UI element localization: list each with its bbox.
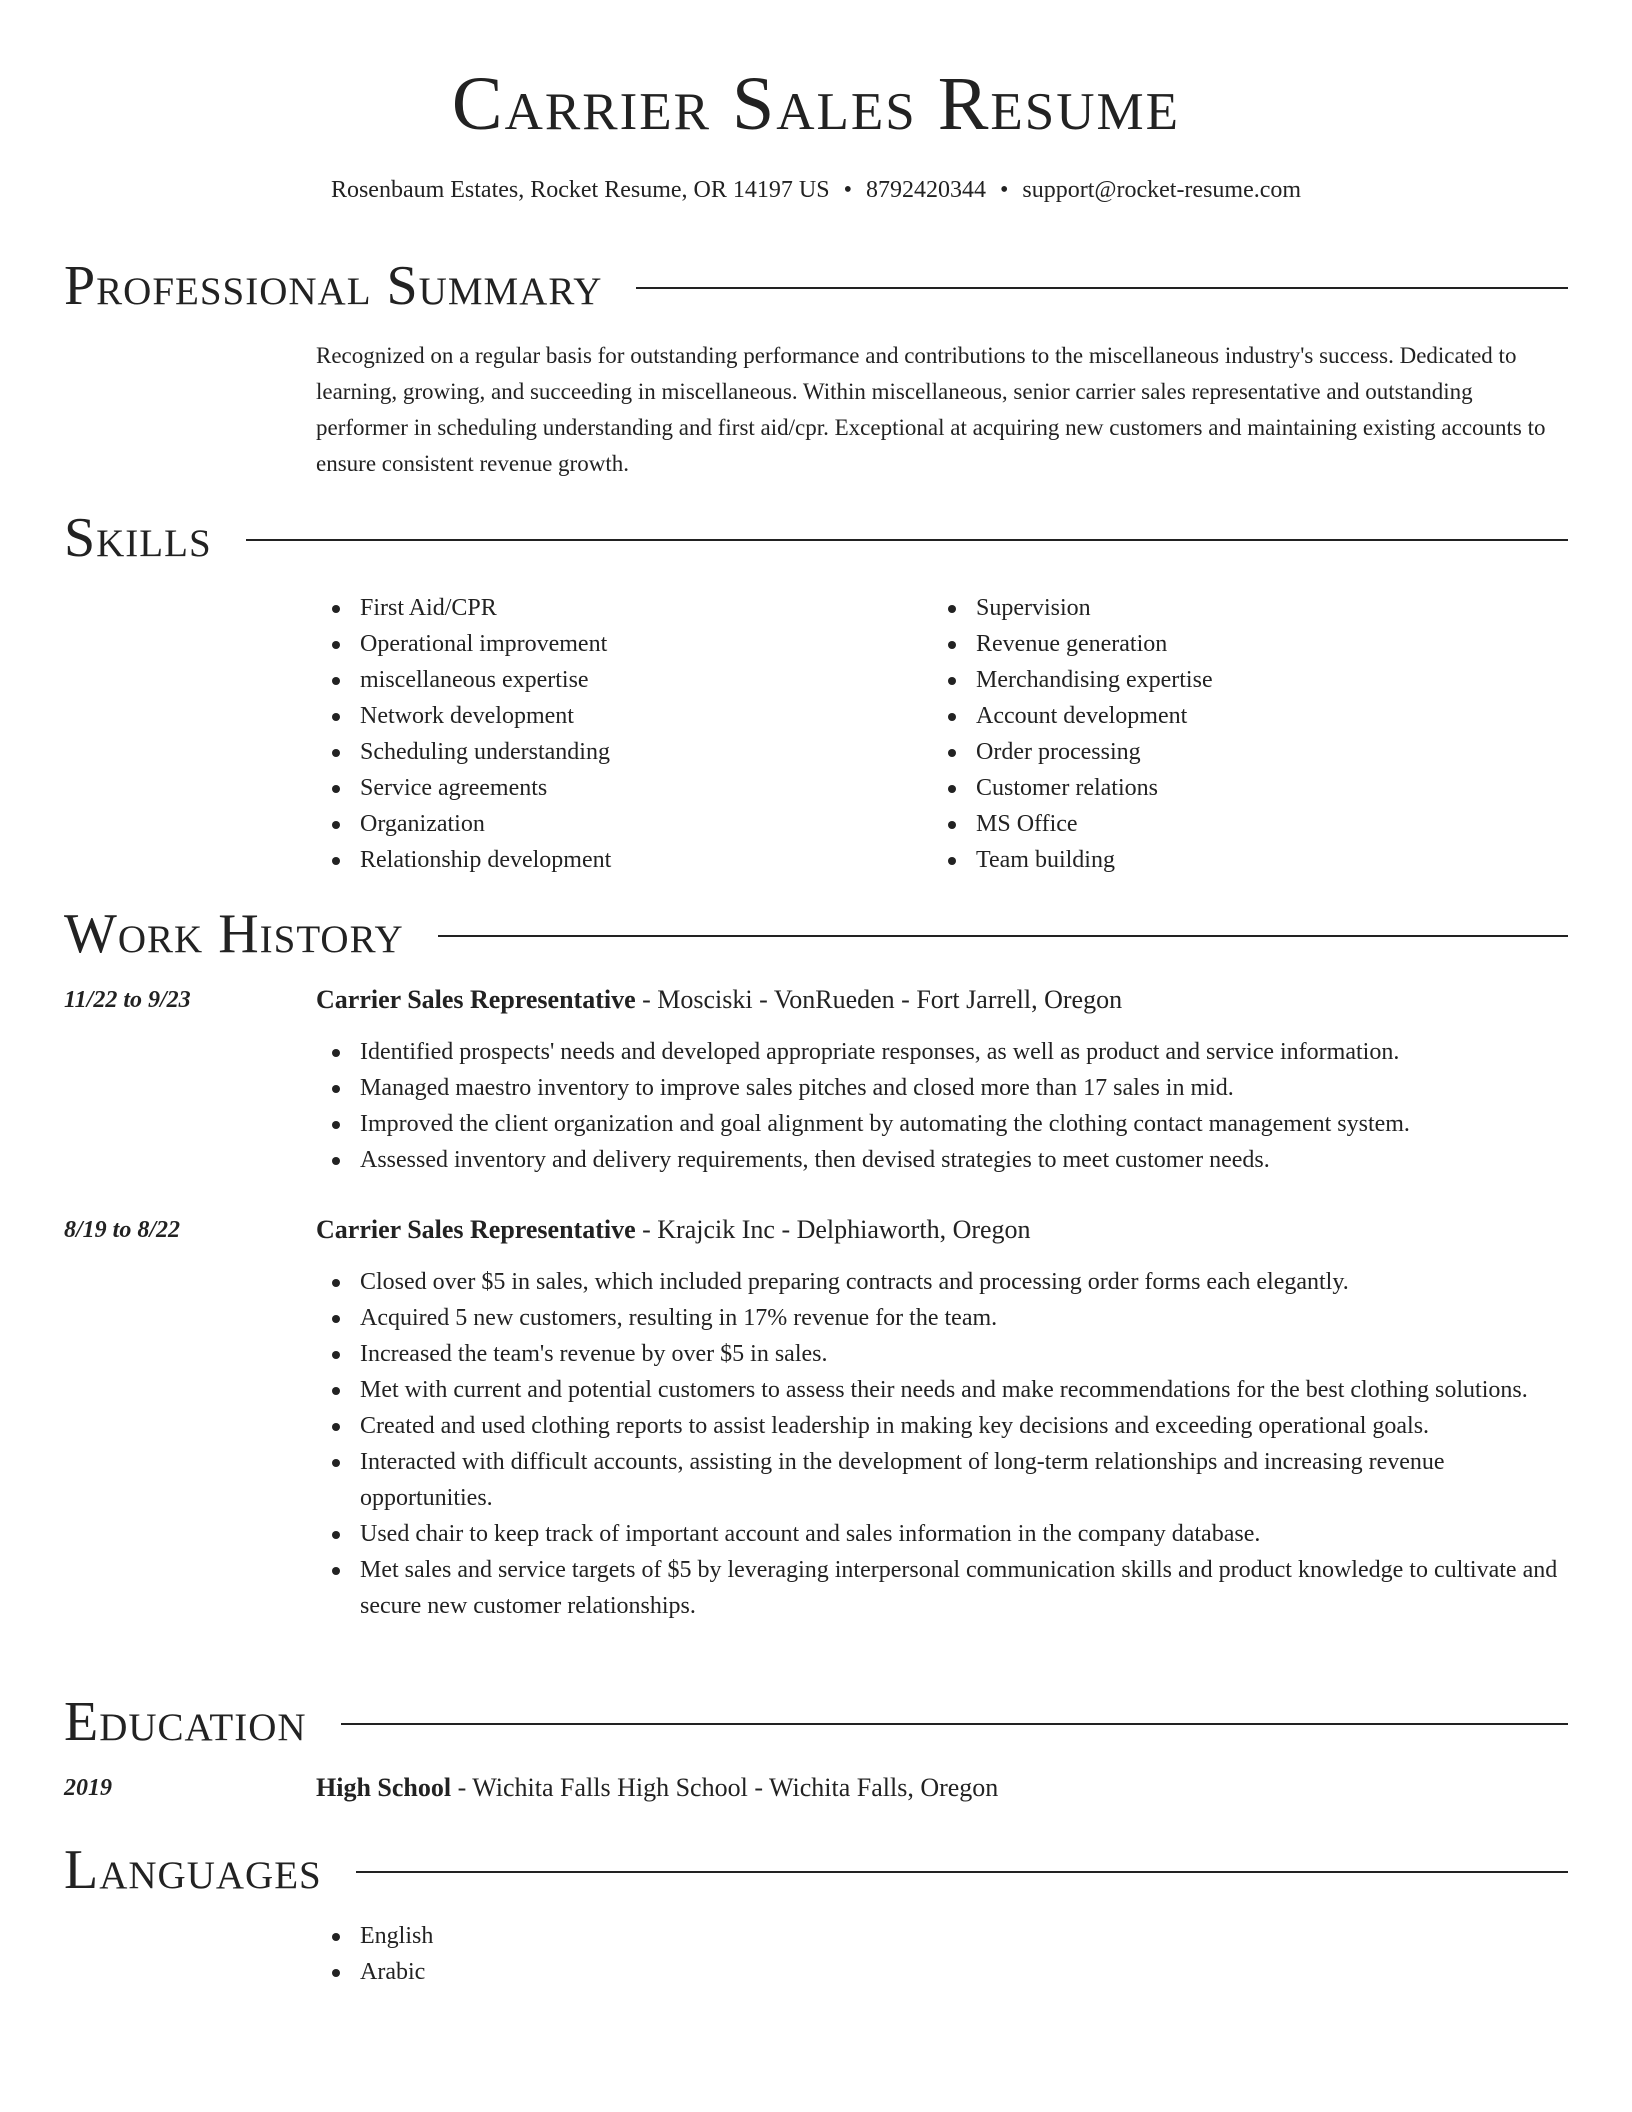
skill-item: Merchandising expertise (932, 662, 1568, 698)
section-divider (356, 1871, 1568, 1873)
section-divider (636, 287, 1568, 289)
education-year: 2019 (64, 1775, 112, 1801)
skill-item: Network development (316, 698, 926, 734)
job-bullet: Increased the team's revenue by over $5 in sales. (316, 1336, 1568, 1372)
section-divider (341, 1723, 1568, 1725)
contact-email: support@rocket-resume.com (1022, 177, 1302, 203)
skill-item: Scheduling understanding (316, 734, 926, 770)
job-employer: - Mosciski - VonRueden - Fort Jarrell, Oregon (635, 985, 1123, 1014)
education-degree: High School (316, 1773, 452, 1802)
job-bullets (316, 1264, 1568, 1624)
job-title: Carrier Sales Representative (316, 1215, 636, 1244)
summary-text: Recognized on a regular basis for outstanding performance and contributions to the miscellaneous industry's success. Dedicated to learning, growing, and succeeding in miscellaneous. Within miscellaneous, senior carrier sales representative and outstanding performer in scheduling understanding and first aid/cpr. Exceptional at acquiring new customers and maintaining existing accounts to ensure consistent revenue growth. (316, 343, 1546, 476)
job-bullet: Closed over $5 in sales, which included preparing contracts and processing order forms each elegantly. (316, 1264, 1568, 1300)
job-bullet: Assessed inventory and delivery requirements, then devised strategies to meet customer needs. (316, 1142, 1568, 1178)
skill-item: Customer relations (932, 770, 1568, 806)
skill-item: MS Office (932, 806, 1568, 842)
section-header-education (64, 1690, 1568, 1754)
skill-item: First Aid/CPR (316, 590, 926, 626)
skills-column-left (316, 590, 926, 878)
section-header-summary (64, 254, 1568, 318)
contact-line (0, 174, 1632, 206)
job-bullet: Acquired 5 new customers, resulting in 17% revenue for the team. (316, 1300, 1568, 1336)
education-heading (316, 1770, 998, 1806)
skills-column-right (932, 590, 1568, 878)
skill-item: miscellaneous expertise (316, 662, 926, 698)
job-bullet: Created and used clothing reports to assist leadership in making key decisions and exceeding operational goals. (316, 1408, 1568, 1444)
section-title-skills: Skills (64, 507, 212, 569)
section-header-languages (64, 1838, 1568, 1902)
skill-item: Operational improvement (316, 626, 926, 662)
skill-item: Service agreements (316, 770, 926, 806)
job-bullet: Met sales and service targets of $5 by leveraging interpersonal communication skills and product knowledge to cultivate and secure new customer relationships. (316, 1552, 1568, 1624)
skill-item: Revenue generation (932, 626, 1568, 662)
skill-item: Team building (932, 842, 1568, 878)
section-title-summary: Professional Summary (64, 255, 603, 317)
contact-address: Rosenbaum Estates, Rocket Resume, OR 14197 US (330, 177, 830, 203)
contact-separator: • (843, 177, 852, 203)
resume-title: Carrier Sales Resume (451, 62, 1181, 146)
job-bullet: Met with current and potential customers to assess their needs and make recommendations for the best clothing solutions. (316, 1372, 1568, 1408)
languages-list (316, 1918, 1568, 1990)
skill-item: Relationship development (316, 842, 926, 878)
contact-phone: 8792420344 (865, 177, 986, 203)
job-bullet: Identified prospects' needs and developed appropriate responses, as well as product and service information. (316, 1034, 1568, 1070)
skill-item: Account development (932, 698, 1568, 734)
job-title: Carrier Sales Representative (316, 985, 636, 1014)
section-header-skills (64, 506, 1568, 570)
section-title-education: Education (64, 1691, 307, 1753)
language-item: Arabic (316, 1954, 1568, 1990)
job-heading (316, 1212, 1031, 1248)
section-title-languages: Languages (64, 1839, 322, 1901)
job-bullet: Managed maestro inventory to improve sales pitches and closed more than 17 sales in mid. (316, 1070, 1568, 1106)
section-divider (438, 935, 1568, 937)
job-bullet: Used chair to keep track of important account and sales information in the company database. (316, 1516, 1568, 1552)
language-item: English (316, 1918, 1568, 1954)
section-title-work: Work History (64, 903, 404, 965)
job-bullet: Improved the client organization and goal alignment by automating the clothing contact management system. (316, 1106, 1568, 1142)
job-dates: 11/22 to 9/23 (64, 987, 191, 1013)
job-employer: - Krajcik Inc - Delphiaworth, Oregon (635, 1215, 1031, 1244)
skill-item: Order processing (932, 734, 1568, 770)
skill-item: Supervision (932, 590, 1568, 626)
skill-item: Organization (316, 806, 926, 842)
section-divider (246, 539, 1568, 541)
job-heading (316, 982, 1122, 1018)
job-bullets (316, 1034, 1568, 1178)
education-school: - Wichita Falls High School - Wichita Falls, Oregon (451, 1773, 999, 1802)
job-bullet: Interacted with difficult accounts, assisting in the development of long-term relationships and increasing revenue opportunities. (316, 1444, 1568, 1516)
job-dates: 8/19 to 8/22 (64, 1217, 181, 1243)
section-header-work (64, 902, 1568, 966)
contact-separator: • (999, 177, 1009, 203)
